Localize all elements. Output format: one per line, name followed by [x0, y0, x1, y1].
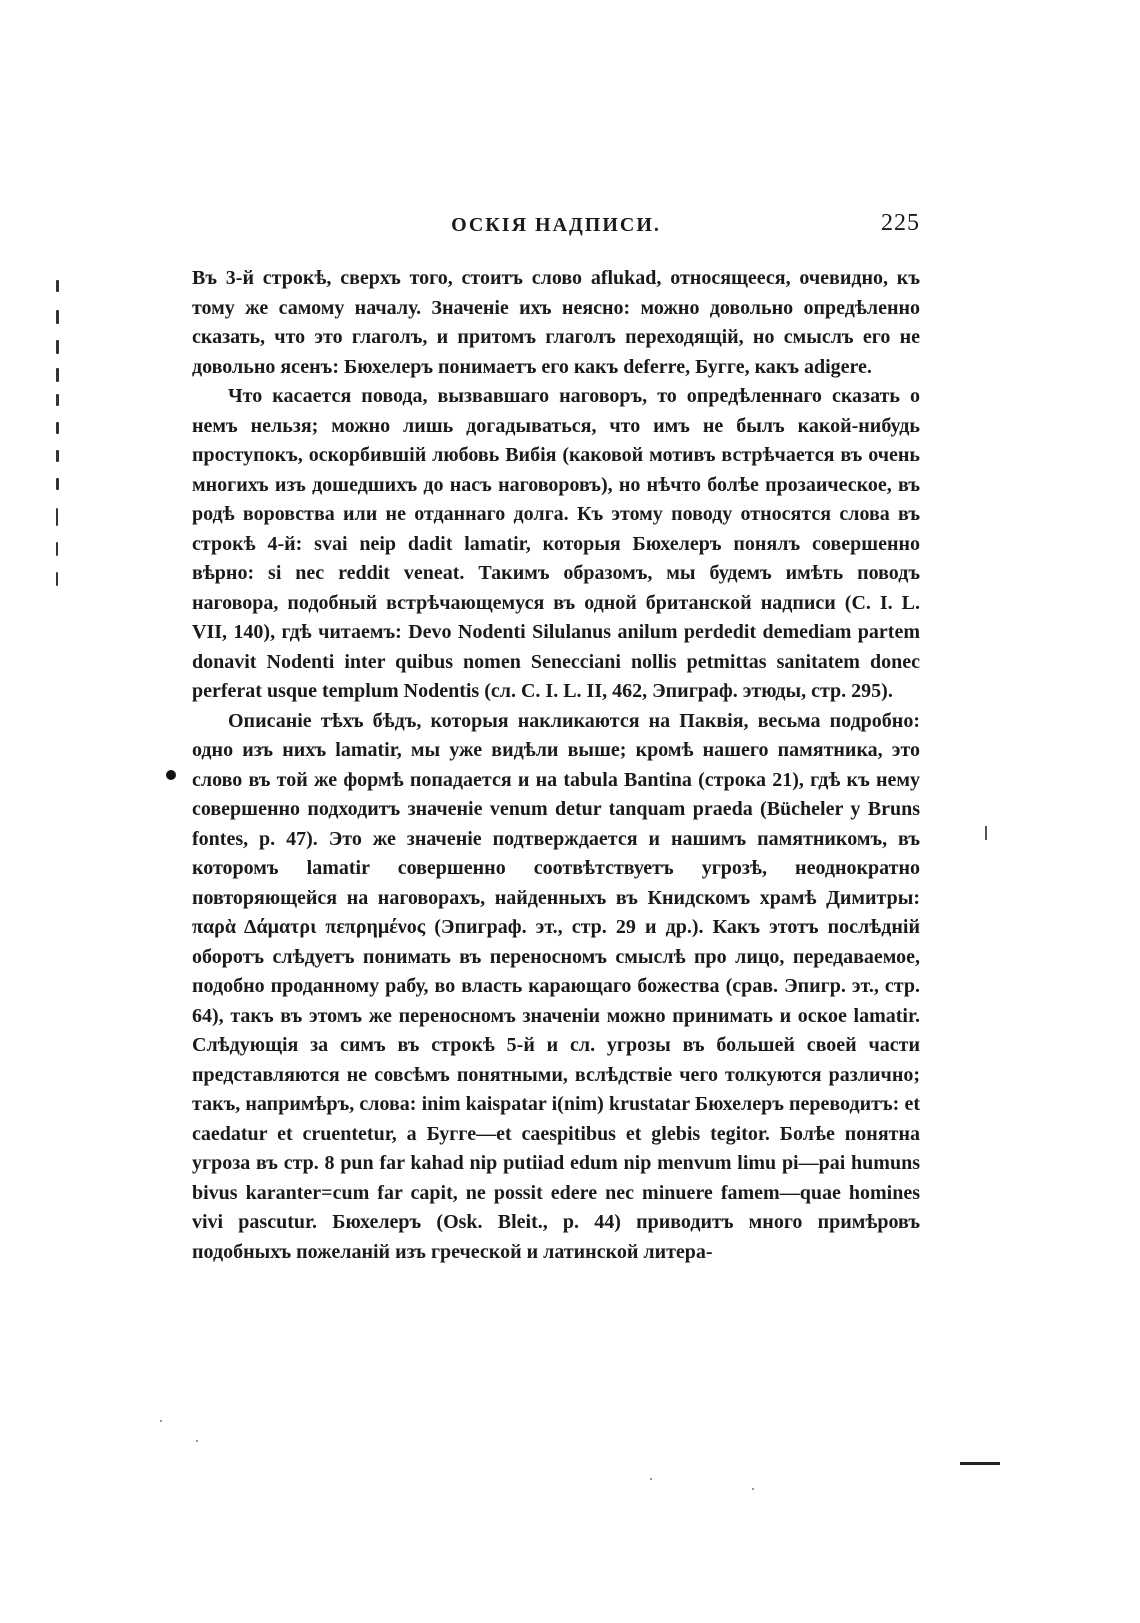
paragraph-1: Въ 3-й строкѣ, сверхъ того, стоитъ слово aflukad, относящееся, очевидно, къ тому же самому началу. Значеніе ихъ неясно: можно довольно опредѣленно сказать, что это глаголъ, и притомъ глаголъ переходящій, но смыслъ его не довольно ясенъ: Бюхелеръ понимаетъ его какъ deferre, Бугге, какъ adigere.: [192, 267, 920, 378]
page-speck: [196, 1440, 198, 1442]
margin-dash: [960, 1462, 1000, 1465]
body-text: [192, 264, 920, 1267]
paragraph-3: Описаніе тѣхъ бѣдъ, которыя накликаются на Паквія, весьма подробно: одно изъ нихъ lamatir, мы уже видѣли выше; кромѣ нашего памятника, это слово въ той же формѣ попадается и на tabula Bantina (строка 21), гдѣ къ нему совершенно подходитъ значеніе venum detur tanquam praeda (Bücheler y Bruns fontes, p. 47). Это же значеніе подтверждается и нашимъ памятникомъ, въ которомъ lamatir совершенно соотвѣтствуетъ угрозѣ, неоднократно повторяющейся на наговорахъ, найденныхъ въ Книдскомъ храмѣ Димитры: παρὰ Δάματρι πεπρημένος (Эпиграф. эт., стр. 29 и др.). Какъ этотъ послѣдній оборотъ слѣдуетъ понимать въ переносномъ смыслѣ про лицо, передаваемое, подобно проданному рабу, во власть карающаго божества (срав. Эпигр. эт., стр. 64), такъ въ этомъ же переносномъ значеніи можно принимать и оское lamatir. Слѣдующія за симъ въ строкѣ 5-й и сл. угрозы въ большей своей части представляются не совсѣмъ понятными, вслѣдствіе чего толкуются различно; такъ, напримѣръ, слова: inim kaispatar i(nim) krustatar Бюхелеръ переводитъ: et caedatur et cruentetur, а Бугге—et caespitibus et glebis tegitor. Болѣе понятна угроза въ стр. 8 pun far kahad nip putiiad edum nip menvum limu pi—pai humuns bivus karanter=cum far capit, ne possit edere nec minuere famem—quae homines vivi pascutur. Бюхелеръ (Osk. Bleit., p. 44) приводитъ много примѣровъ подобныхъ пожеланій изъ греческой и латинской литера-: [192, 709, 920, 1263]
margin-tick: [985, 826, 987, 840]
page-header: [192, 210, 920, 246]
page-speck: [752, 1488, 754, 1490]
page-speck: [160, 1420, 162, 1422]
ink-dot: [166, 770, 176, 780]
paragraph-2: Что касается повода, вызвавшаго наговоръ, то опредѣленнаго сказать о немъ нельзя; можно лишь догадываться, что имъ не былъ какой-нибудь проступокъ, оскорбившій любовь Вибія (каковой мотивъ встрѣчается въ очень многихъ изъ дошедшихъ до насъ наговоровъ), но нѣчто болѣе прозаическое, въ родѣ воровства или не отданнаго долга. Къ этому поводу относятся слова въ строкѣ 4-й: svai neip dadit lamatir, которыя Бюхелеръ понялъ совершенно вѣрно: si nec reddit veneat. Такимъ образомъ, мы будемъ имѣть поводъ наговора, подобный встрѣчающемуся въ одной британской надписи (C. I. L. VII, 140), гдѣ читаемъ: Devo Nodenti Silulanus anilum perdedit demediam partem donavit Nodenti inter quibus nomen Senecciani nollis petmittas sanitatem donec perferat usque templum Nodentis (сл. C. I. L. II, 462, Эпиграф. этюды, стр. 295).: [192, 385, 920, 702]
page-speck: [650, 1478, 652, 1480]
running-head: ОСКІЯ НАДПИСИ.: [451, 214, 661, 236]
margin-bleed-marks: [56, 280, 70, 610]
page-number: 225: [881, 210, 920, 236]
